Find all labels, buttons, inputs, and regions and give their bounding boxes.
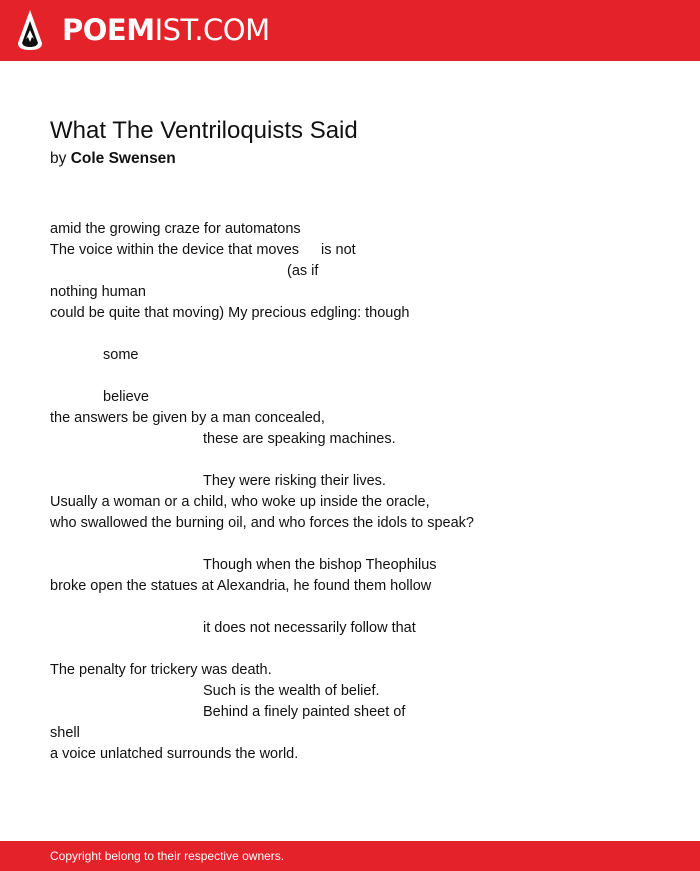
blank-line <box>50 597 650 618</box>
poem-line: could be quite that moving) My precious edgling: though <box>50 305 410 321</box>
logo-light-text: IST.COM <box>154 13 270 47</box>
poem-byline <box>50 149 176 169</box>
poem-line: the answers be given by a man concealed, <box>50 410 325 426</box>
blank-line <box>50 450 650 471</box>
poem-line: Though when the bishop Theophilus <box>203 557 437 573</box>
poem-line: (as if <box>287 263 319 279</box>
by-label: by <box>50 150 67 167</box>
poem-line-part: The voice within the device that moves <box>50 242 300 258</box>
poem-author[interactable]: Cole Swensen <box>70 150 176 167</box>
poem-line: believe <box>103 389 149 405</box>
blank-line <box>50 639 650 660</box>
poem-line-part: is not <box>321 242 356 258</box>
poem-line: nothing human <box>50 284 146 300</box>
poem-line: a voice unlatched surrounds the world. <box>50 746 299 762</box>
site-header <box>0 0 700 61</box>
poem-line: Behind a finely painted sheet of <box>203 704 406 720</box>
poem-line: broke open the statues at Alexandria, he found them hollow <box>50 578 432 594</box>
site-footer <box>0 841 700 871</box>
poem-body <box>50 219 650 765</box>
site-logo[interactable] <box>62 12 270 48</box>
poem-line: Usually a woman or a child, who woke up inside the oracle, <box>50 494 430 510</box>
poem-line: amid the growing craze for automatons <box>50 221 301 237</box>
pen-nib-icon[interactable] <box>17 9 43 51</box>
poem-title: What The Ventriloquists Said <box>50 117 358 144</box>
copyright-notice: Copyright belong to their respective owners. <box>50 849 285 863</box>
poem-line: shell <box>50 725 80 741</box>
blank-line <box>50 534 650 555</box>
poem-line: it does not necessarily follow that <box>203 620 416 636</box>
poem-line: Such is the wealth of belief. <box>203 683 380 699</box>
poem-line: The penalty for trickery was death. <box>50 662 272 678</box>
poem-line: They were risking their lives. <box>203 473 386 489</box>
poem-line: who swallowed the burning oil, and who forces the idols to speak? <box>50 515 474 531</box>
poem-line <box>50 240 650 261</box>
logo-bold-text: POEM <box>62 13 155 47</box>
poem-line: these are speaking machines. <box>203 431 396 447</box>
blank-line <box>50 366 650 387</box>
poem-line: some <box>103 347 139 363</box>
blank-line <box>50 324 650 345</box>
